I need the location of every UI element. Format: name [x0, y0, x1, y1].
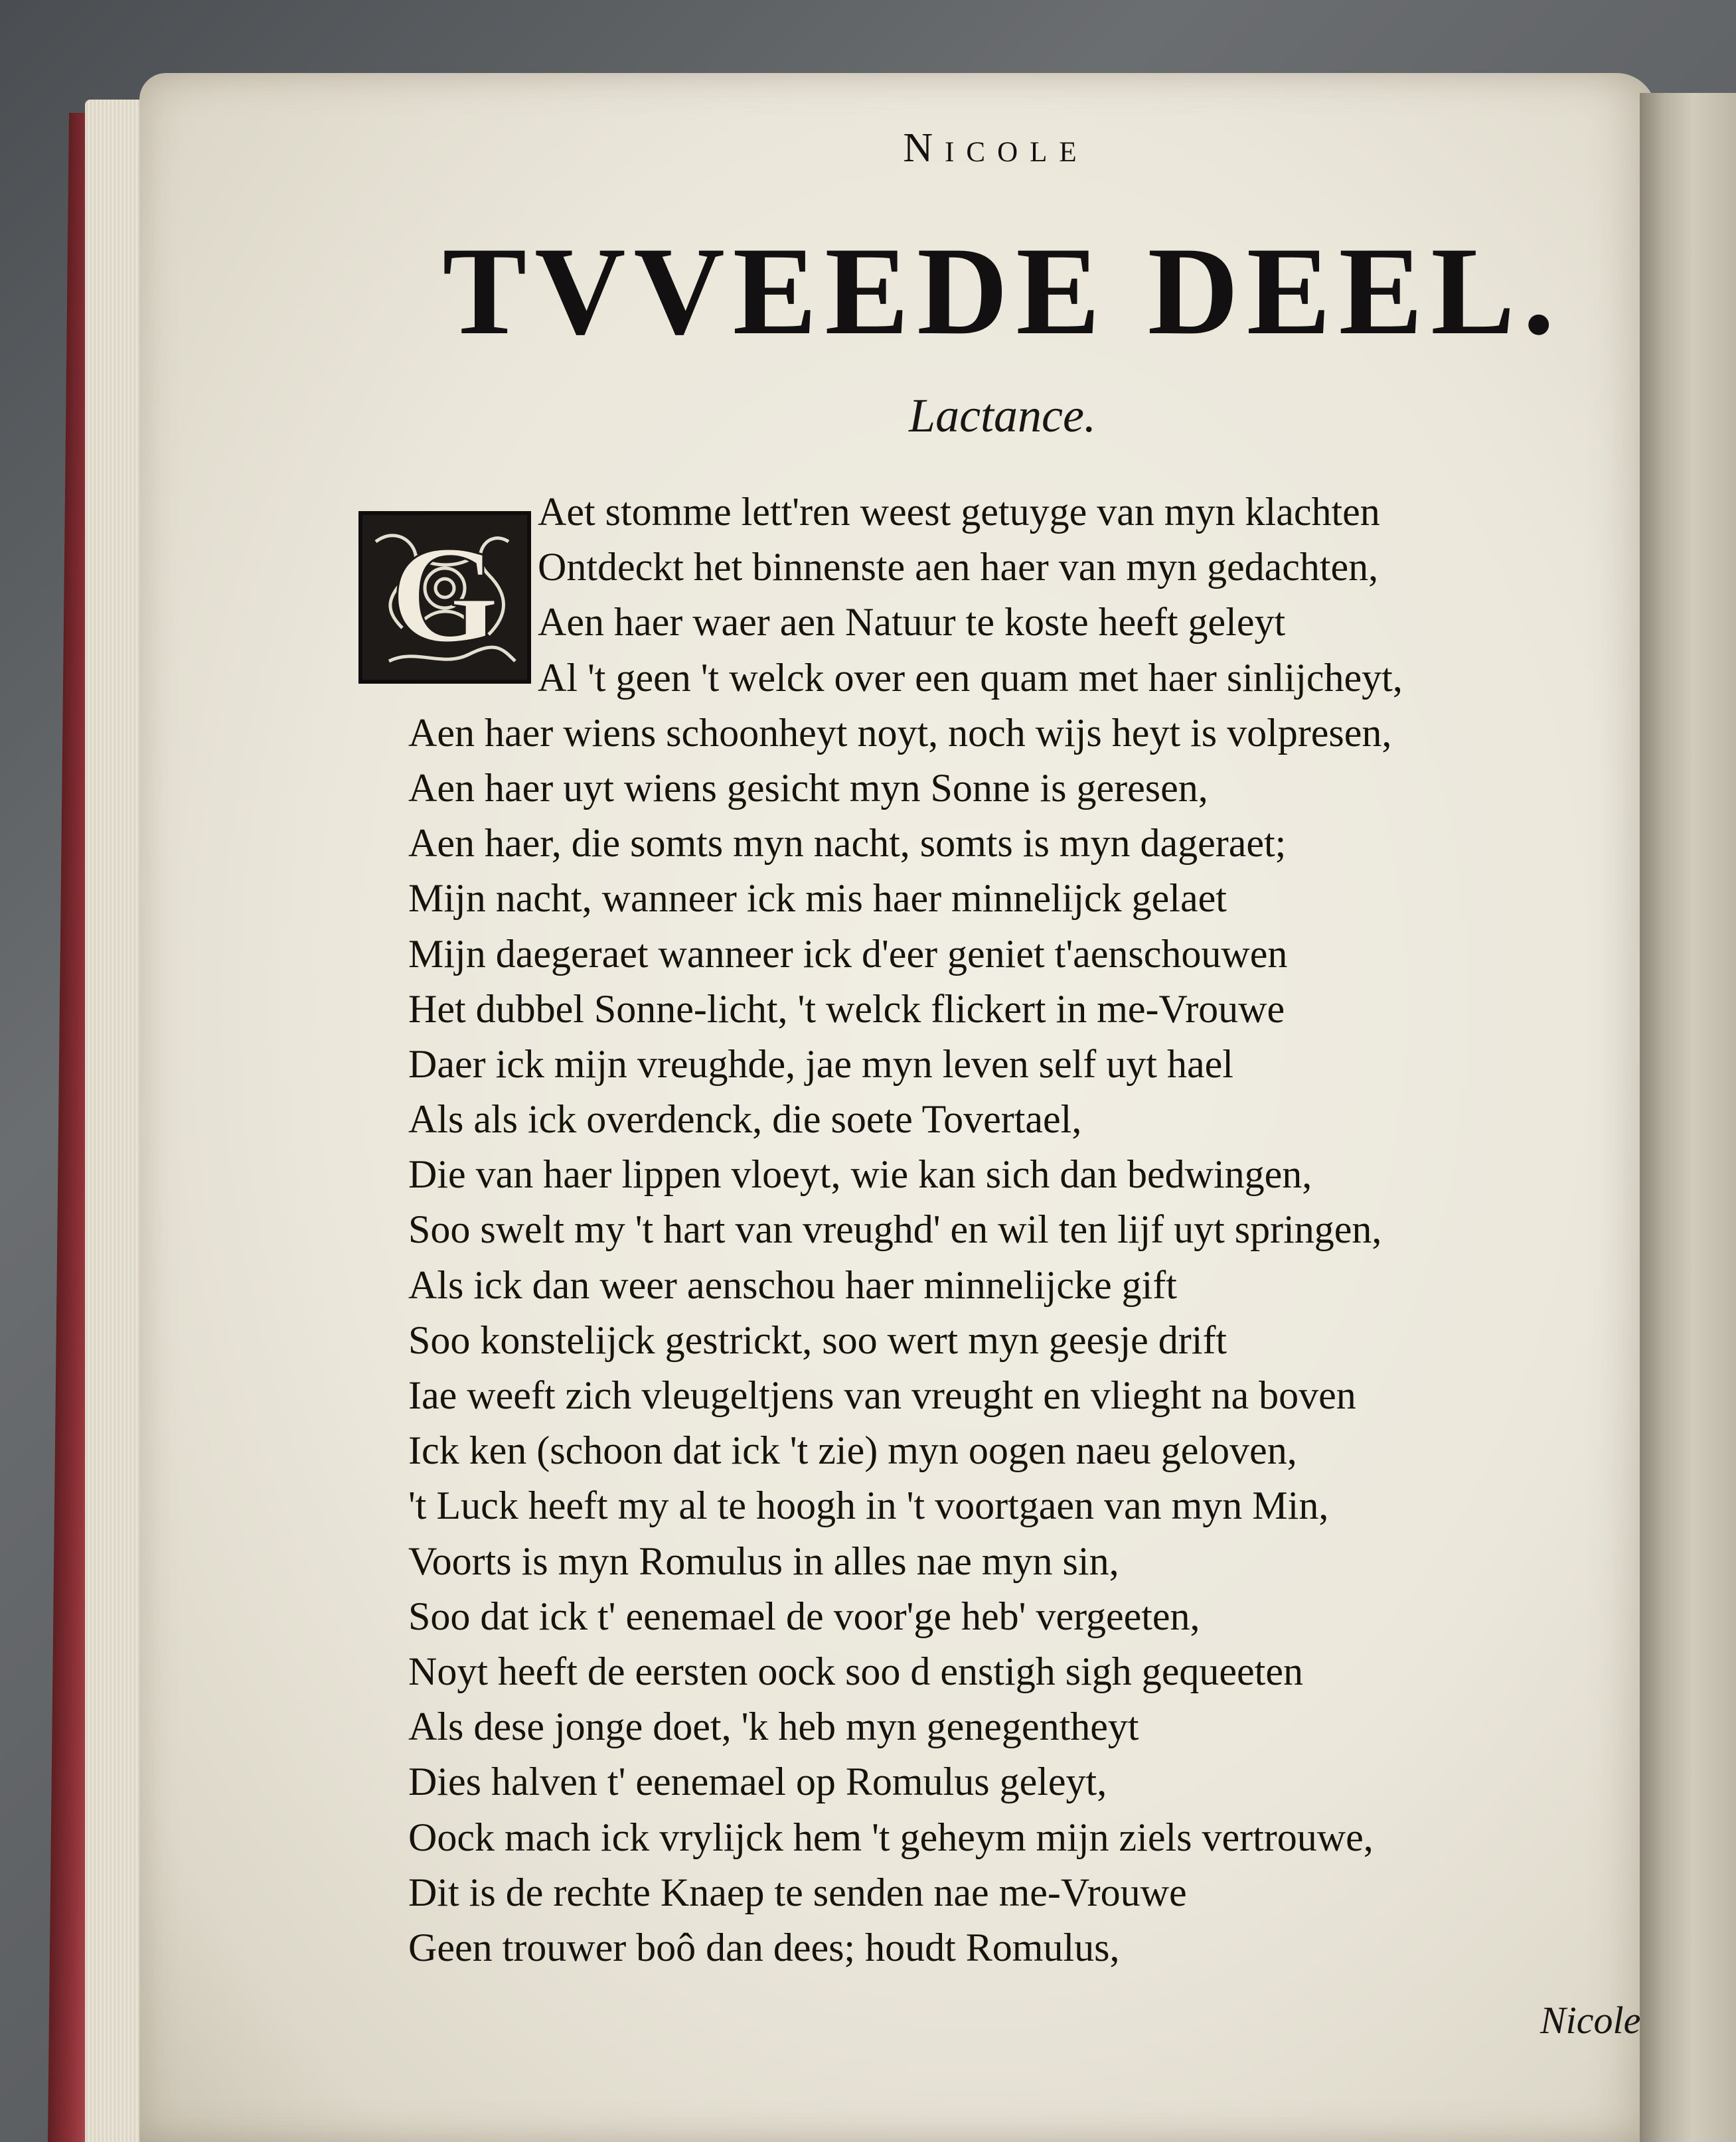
- verse-line: Mijn nacht, wanneer ick mis haer minnelijck gelaet: [408, 876, 1227, 921]
- verse-line: Als ick dan weer aenschou haer minnelijcke gift: [408, 1262, 1177, 1307]
- verse-line: Noyt heeft de eersten oock soo d enstigh sigh gequeeten: [408, 1649, 1303, 1693]
- verse-line: Aen haer, die somts myn nacht, somts is myn dageraet;: [408, 821, 1287, 866]
- verse-line: Daer ick mijn vreughde, jae myn leven self uyt hael: [408, 1041, 1233, 1086]
- verse-line: Als als ick overdenck, die soete Tovertael,: [408, 1097, 1082, 1142]
- verse-line: Iae weeft zich vleugeltjens van vreught en vlieght na boven: [408, 1373, 1356, 1417]
- verse-line: Voorts is myn Romulus in alles nae myn sin,: [408, 1539, 1119, 1583]
- running-head: Nicole: [903, 125, 1089, 171]
- initial-letter: G: [390, 518, 499, 672]
- verse-line: Het dubbel Sonne-licht, 't welck flickert in me-Vrouwe: [408, 986, 1285, 1031]
- verse-line: Dit is de rechte Knaep te senden nae me-Vrouwe: [408, 1870, 1187, 1914]
- verse-line: Ick ken (schoon dat ick 't zie) myn oogen naeu geloven,: [408, 1428, 1297, 1473]
- verse-line: Oock mach ick vrylijck hem 't geheym mijn ziels vertrouwe,: [408, 1815, 1374, 1859]
- verse-line: Ontdeckt het binnenste aen haer van myn gedachten,: [538, 545, 1379, 589]
- verse-line: Mijn daegeraet wanneer ick d'eer geniet t'aenschouwen: [408, 931, 1288, 976]
- verse-line: Geen trouwer boô dan dees; houdt Romulus,: [408, 1925, 1120, 1969]
- verse-line: Die van haer lippen vloeyt, wie kan sich dan bedwingen,: [408, 1152, 1312, 1197]
- verse-line: Soo dat ick t' eenemael de voor'ge heb' vergeeten,: [408, 1594, 1200, 1638]
- verse-line: Aen haer uyt wiens gesicht myn Sonne is geresen,: [408, 765, 1208, 810]
- verse-block: [408, 485, 1656, 1975]
- catchword: Nicole: [1540, 1999, 1641, 2042]
- verse-line: Dies halven t' eenemael op Romulus geleyt,: [408, 1760, 1107, 1804]
- verse-line: Aen haer wiens schoonheyt noyt, noch wijs heyt is volpresen,: [408, 710, 1392, 755]
- verse-line: Aen haer waer aen Natuur te koste heeft geleyt: [538, 600, 1286, 645]
- speaker-name: Lactance.: [909, 389, 1096, 442]
- verse-line: Als dese jonge doet, 'k heb myn genegentheyt: [408, 1705, 1139, 1749]
- verse-line: Al 't geen 't welck over een quam met haer sinlijcheyt,: [538, 655, 1403, 700]
- verse-line: 't Luck heeft my al te hoogh in 't voortgaen van myn Min,: [408, 1484, 1329, 1528]
- verse-line: Aet stomme lett'ren weest getuyge van myn klachten: [538, 490, 1380, 534]
- section-title: TVVEEDE DEEL.: [442, 222, 1563, 361]
- verse-line: Soo konstelijck gestrickt, soo wert myn geesje drift: [408, 1318, 1227, 1362]
- verse-line: Soo swelt my 't hart van vreughd' en wil ten lijf uyt springen,: [408, 1207, 1382, 1252]
